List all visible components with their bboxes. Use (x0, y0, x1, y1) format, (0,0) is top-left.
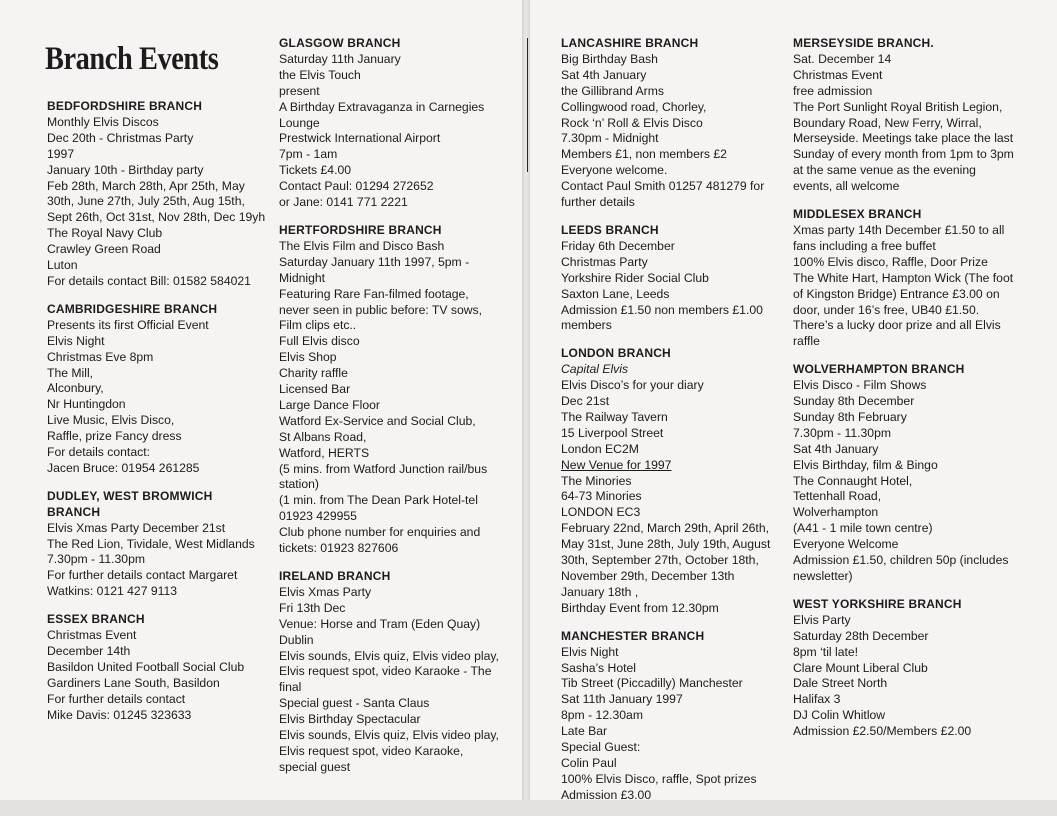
event-detail-line: Xmas party 14th December £1.50 to all fans including a free buffet (793, 222, 1005, 253)
column-2 (279, 36, 501, 788)
event-detail-line: Dec 21st (561, 394, 610, 409)
event-detail-line: the Elvis Touch (279, 67, 361, 82)
event-detail-line: The Port Sunlight Royal British Legion, Boundary Road, New Ferry, Wirral, Merseyside. Meetings take place the last Sunday of every month from 1pm to 3pm at the same venue as the evening events, all welcome (793, 99, 1014, 194)
branch-section (793, 207, 1015, 350)
branch-heading: IRELAND BRANCH (279, 569, 391, 583)
event-detail-line: Watford Ex-Service and Social Club, (279, 413, 476, 428)
branch-heading: DUDLEY, WEST BROMWICH BRANCH (47, 488, 213, 519)
branch-heading: MERSEYSIDE BRANCH. (793, 36, 934, 50)
event-detail-line: Crawley Green Road (47, 242, 161, 257)
branch-heading: BEDFORDSHIRE BRANCH (47, 99, 203, 113)
event-detail-line: Saturday 28th December (793, 628, 929, 643)
event-detail-line: Mike Davis: 01245 323633 (47, 707, 192, 722)
event-detail-line: present (279, 83, 320, 98)
event-detail-line: The Railway Tavern (561, 409, 668, 424)
event-detail-line: Halifax 3 (793, 692, 841, 707)
event-detail-line: Sunday 8th December (793, 394, 915, 409)
event-detail-line: the Gillibrand Arms (561, 83, 664, 98)
event-detail-line: Raffle, prize Fancy dress (47, 429, 182, 444)
event-detail-line: A Birthday Extravaganza in Carnegies Lounge (279, 99, 485, 130)
event-detail-line: The Red Lion, Tividale, West Midlands (47, 536, 255, 551)
event-detail-line: LONDON EC3 (561, 505, 641, 520)
event-detail-line: February 22nd, March 29th, April 26th, May 31st, June 28th, July 19th, August 30th, September 27th, October 18th, November 29th, December 13th (561, 521, 771, 583)
event-detail-line: 7.30pm - 11.30pm (793, 425, 892, 440)
event-detail-line: Elvis Birthday Spectacular (279, 712, 421, 727)
branch-section (47, 489, 269, 600)
branch-section (561, 629, 781, 804)
event-detail-line: Colin Paul (561, 755, 617, 770)
event-detail-line: Luton (47, 258, 78, 273)
event-detail-line: Elvis sounds, Elvis quiz, Elvis video play, Elvis request spot, video Karaoke, special guest (279, 728, 499, 774)
event-detail-line: (A41 - 1 mile town centre) (793, 521, 933, 536)
branch-section (279, 223, 501, 557)
event-detail-line: Club phone number for enquiries and tickets: 01923 827606 (279, 525, 481, 556)
branch-section (561, 223, 781, 334)
event-detail-line: Christmas Party (561, 254, 648, 269)
event-detail-line: December 14th (47, 644, 131, 658)
event-detail-line: Live Music, Elvis Disco, (47, 413, 175, 428)
event-detail-line: Tickets £4.00 (279, 163, 352, 178)
event-detail-line: Licensed Bar (279, 382, 351, 397)
event-detail-line: Nr Huntingdon (47, 397, 126, 412)
event-detail-line: 7.30pm - 11.30pm (47, 552, 146, 567)
event-detail-line: Elvis Party (793, 612, 851, 627)
event-detail-line: New Venue for 1997 (561, 457, 672, 472)
branch-heading: GLASGOW BRANCH (279, 36, 401, 50)
branch-heading: MIDDLESEX BRANCH (793, 207, 922, 222)
event-detail-line: 8pm ‘til late! (793, 644, 859, 659)
event-detail-line: Charity raffle (279, 366, 348, 381)
branch-heading: WOLVERHAMPTON BRANCH (793, 362, 965, 377)
event-detail-line: Special Guest: (561, 740, 641, 755)
event-detail-line: Admission £1.50, children 50p (includes newsletter) (793, 553, 1009, 583)
event-detail-line: Featuring Rare Fan-filmed footage, never seen in public before: TV sows, Film clips etc.. (279, 286, 483, 333)
event-detail-line: January 10th - Birthday party (47, 162, 204, 177)
event-detail-line: Elvis Night (561, 644, 619, 659)
event-detail-line: Contact Paul: 01294 272652 (279, 179, 434, 194)
branch-section (793, 362, 1015, 585)
branch-section (47, 302, 269, 477)
branch-heading: LANCASHIRE BRANCH (561, 36, 699, 50)
event-detail-line: Watford, HERTS (279, 445, 370, 460)
event-detail-line: St Albans Road, (279, 429, 367, 444)
branch-section (793, 36, 1015, 195)
event-detail-line: For further details contact Margaret Watkins: 0121 427 9113 (47, 568, 238, 599)
event-detail-line: Elvis Disco - Film Shows (793, 378, 927, 393)
event-detail-line: Collingwood road, Chorley, (561, 99, 707, 114)
event-detail-line: Big Birthday Bash (561, 51, 658, 66)
event-detail-line: Elvis Shop (279, 350, 337, 365)
event-detail-line: Admission £2.50/Members £2.00 (793, 724, 972, 739)
event-detail-line: Friday 6th December (561, 238, 675, 253)
event-detail-line: Gardiners Lane South, Basildon (47, 675, 220, 690)
branch-section (793, 597, 1015, 740)
event-detail-line: or Jane: 0141 771 2221 (279, 195, 408, 210)
event-detail-line: London EC2M (561, 441, 639, 456)
branch-section (279, 569, 501, 776)
branch-section (561, 36, 781, 211)
event-detail-line: 100% Elvis disco, Raffle, Door Prize (793, 254, 988, 269)
branch-heading: LONDON BRANCH (561, 346, 671, 361)
event-detail-line: January 18th , (561, 584, 639, 599)
event-detail-line: (5 mins. from Watford Junction rail/bus station) (279, 461, 488, 492)
event-detail-line: Everyone Welcome (793, 537, 899, 552)
event-detail-line: Presents its first Official Event (47, 317, 209, 332)
event-detail-line: Tettenhall Road, (793, 489, 882, 504)
event-detail-line: For details contact Bill: 01582 584021 (47, 273, 251, 288)
event-detail-line: Elvis Disco’s for your diary (561, 378, 704, 393)
event-detail-line: DJ Colin Whitlow (793, 708, 886, 723)
branch-heading: LEEDS BRANCH (561, 222, 659, 237)
branch-heading: MANCHESTER BRANCH (561, 628, 705, 643)
event-detail-line: The White Hart, Hampton Wick (The foot of Kingston Bridge) Entrance £3.00 on door, under 16’s free, UB40 £1.50. There’s a lucky door prize and all Elvis raffle (793, 270, 1014, 349)
page-title: Branch Events (45, 41, 219, 77)
branch-heading: CAMBRIDGESHIRE BRANCH (47, 301, 218, 316)
event-detail-line: The Mill, (47, 365, 94, 380)
event-detail-line: Jacen Bruce: 01954 261285 (47, 460, 200, 475)
spine-divider (527, 38, 528, 172)
event-detail-line: 1997 (47, 146, 75, 161)
event-detail-line: The Elvis Film and Disco Bash (279, 238, 445, 253)
event-detail-line: Elvis Xmas Party December 21st (47, 520, 226, 535)
event-detail-line: Clare Mount Liberal Club (793, 660, 928, 675)
branch-heading: WEST YORKSHIRE BRANCH (793, 596, 962, 611)
event-detail-line: Christmas Event (47, 628, 137, 643)
event-detail-line: The Royal Navy Club (47, 226, 163, 241)
event-detail-line: Full Elvis disco (279, 334, 360, 349)
event-detail-line: Contact Paul Smith 01257 481279 for further details (561, 179, 765, 210)
event-detail-line: Everyone welcome. (561, 163, 668, 178)
branch-section (47, 99, 269, 290)
event-detail-line: (1 min. from The Dean Park Hotel-tel 01923 429955 (279, 493, 478, 524)
event-detail-line: Yorkshire Rider Social Club (561, 270, 709, 285)
event-detail-line: 7pm - 1am (279, 147, 338, 162)
event-detail-line: Large Dance Floor (279, 397, 380, 412)
column-4 (793, 36, 1015, 752)
event-detail-line: Elvis Xmas Party (279, 584, 372, 599)
event-detail-line: Rock ‘n’ Roll & Elvis Disco (561, 115, 703, 130)
event-detail-line: Capital Elvis (561, 362, 629, 377)
event-detail-line: Sasha’s Hotel (561, 660, 636, 675)
event-detail-line: Tib Street (Piccadilly) Manchester (561, 676, 743, 691)
event-detail-line: Elvis Birthday, film & Bingo (793, 457, 938, 472)
event-detail-line: 7.30pm - Midnight (561, 131, 659, 146)
event-detail-line: 8pm - 12.30am (561, 708, 643, 723)
event-detail-line: Late Bar (561, 724, 608, 739)
event-detail-line: Christmas Eve 8pm (47, 349, 154, 364)
event-detail-line: Basildon United Football Social Club (47, 659, 245, 674)
event-detail-line: The Connaught Hotel, (793, 473, 913, 488)
event-detail-line: Admission £1.50 non members £1.00 members (561, 302, 763, 333)
event-detail-line: Sat 4th January (793, 441, 879, 456)
event-detail-line: Birthday Event from 12.30pm (561, 600, 719, 615)
page-gutter (522, 0, 530, 800)
event-detail-line: Wolverhampton (793, 505, 879, 520)
event-detail-line: Special guest - Santa Claus (279, 696, 430, 711)
branch-heading: HERTFORDSHIRE BRANCH (279, 222, 442, 237)
branch-section (47, 612, 269, 723)
event-detail-line: Saxton Lane, Leeds (561, 286, 670, 301)
event-detail-line: Saturday January 11th 1997, 5pm - Midnight (279, 254, 470, 285)
event-detail-line: The Minories (561, 473, 632, 488)
column-3 (561, 36, 781, 816)
event-detail-line: Admission £3.00 (561, 787, 652, 802)
event-detail-line: For details contact: (47, 445, 150, 460)
event-detail-line: Sunday 8th February (793, 409, 907, 424)
event-detail-line: Feb 28th, March 28th, Apr 25th, May 30th, June 27th, July 25th, Aug 15th, Sept 26th, Oct 31st, Nov 28th, Dec 19yh (47, 178, 266, 225)
event-detail-line: Members £1, non members £2 (561, 147, 727, 162)
branch-heading: ESSEX BRANCH (47, 612, 145, 627)
event-detail-line: 15 Liverpool Street (561, 425, 664, 440)
column-1 (47, 36, 269, 736)
branch-section (561, 346, 781, 616)
event-detail-line: 64-73 Minories (561, 489, 642, 504)
branch-section (279, 36, 501, 211)
event-detail-line: Christmas Event (793, 67, 883, 82)
event-detail-line: Dec 20th - Christmas Party (47, 130, 194, 145)
event-detail-line: Monthly Elvis Discos (47, 114, 159, 129)
event-detail-line: Prestwick International Airport (279, 131, 441, 146)
event-detail-line: Venue: Horse and Tram (Eden Quay) Dublin (279, 616, 481, 647)
event-detail-line: Fri 13th Dec (279, 600, 346, 615)
event-detail-line: Dale Street North (793, 676, 888, 691)
event-detail-line: free admission (793, 83, 873, 98)
event-detail-line: Sat 11th January 1997 (561, 692, 683, 707)
event-detail-line: 100% Elvis Disco, raffle, Spot prizes (561, 771, 757, 786)
event-detail-line: Sat 4th January (561, 67, 647, 82)
event-detail-line: Saturday 11th January (279, 51, 401, 66)
event-detail-line: For further details contact (47, 691, 186, 706)
event-detail-line: Sat. December 14 (793, 51, 892, 66)
event-detail-line: Elvis Night (47, 333, 105, 348)
event-detail-line: Elvis sounds, Elvis quiz, Elvis video play, Elvis request spot, video Karaoke - The final (279, 648, 499, 695)
event-detail-line: Alconbury, (47, 381, 104, 396)
